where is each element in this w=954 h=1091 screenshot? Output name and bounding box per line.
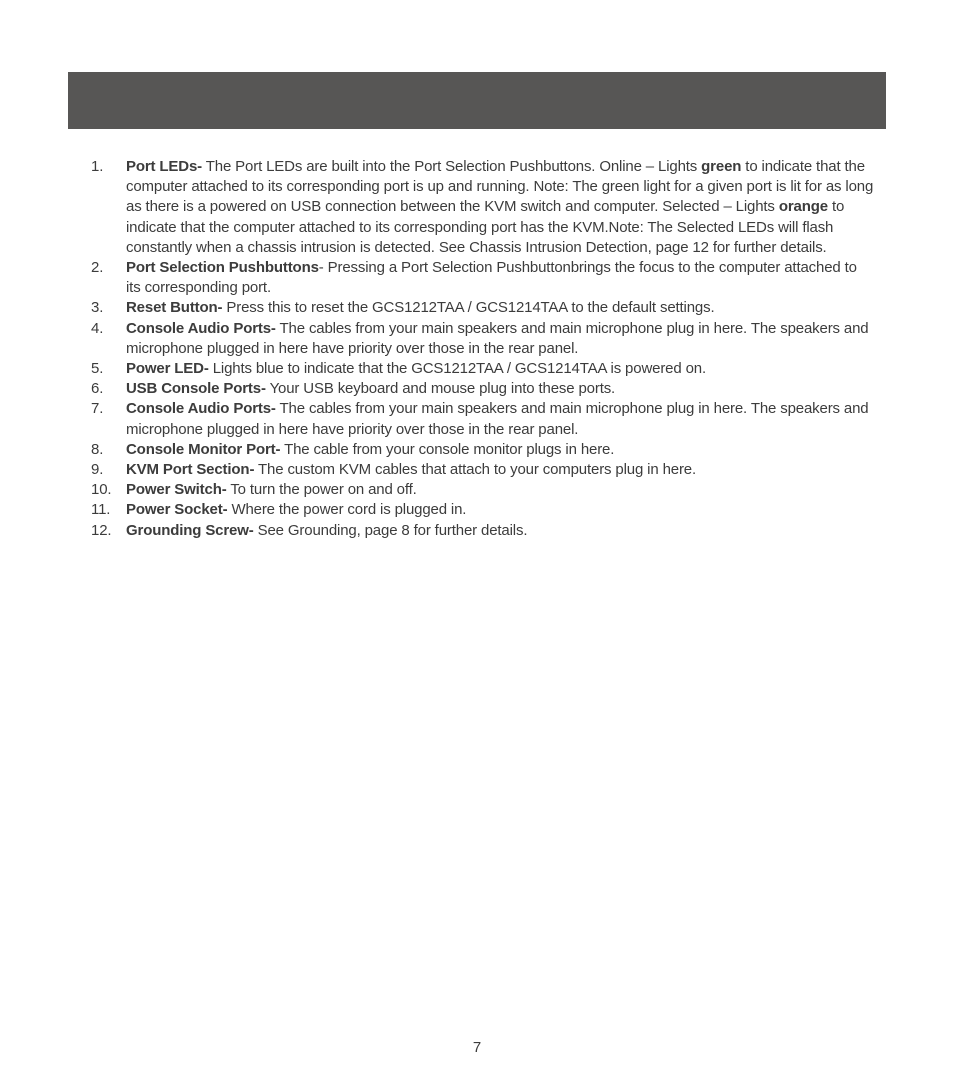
- item-text: See Grounding, page 8 for further details.: [253, 521, 528, 539]
- item-term: Power Socket-: [126, 501, 228, 519]
- item-text: Press this to reset the GCS1212TAA / GCS1214TAA to the default settings.: [222, 299, 715, 317]
- item-text: to indicate that the computer attached to its corresponding port has the KVM.Note: The Selected LEDs will flash constantly when a chassis intrusion is detected. See Chassis Intrusion Detection, page 12 for further details.: [126, 198, 845, 256]
- list-item-kvm-port-section: [0, 460, 954, 480]
- list-item-console-monitor-port: [0, 440, 954, 460]
- item-text: Your USB keyboard and mouse plug into these ports.: [265, 380, 616, 398]
- list-item-port-leds: [0, 157, 954, 258]
- item-number: 5.: [91, 360, 104, 378]
- list-item-power-led: [0, 359, 954, 379]
- item-term: Console Monitor Port-: [126, 440, 281, 458]
- item-text: The cables from your main speakers and main microphone plug in here. The speakers and microphone plugged in here have priority over those in the rear panel.: [126, 400, 869, 438]
- highlight-orange: orange: [778, 198, 828, 216]
- item-number: 3.: [91, 299, 104, 317]
- item-term: Grounding Screw-: [126, 521, 254, 539]
- page-number: 7: [472, 1039, 482, 1056]
- item-number: 6.: [91, 380, 104, 398]
- item-number: 12.: [91, 521, 112, 539]
- list-item-console-audio-ports: [0, 319, 954, 359]
- item-text: The custom KVM cables that attach to your computers plug in here.: [254, 461, 697, 479]
- item-number: 11.: [91, 501, 111, 519]
- item-text: - Pressing a Port Selection Pushbuttonbrings the focus to the computer attached to its corresponding port.: [126, 259, 857, 297]
- item-number: 2.: [91, 259, 104, 277]
- highlight-green: green: [701, 158, 742, 175]
- item-term: Power LED-: [126, 360, 209, 378]
- header-bar: [68, 72, 886, 129]
- item-text: The Port LEDs are built into the Port Selection Pushbuttons. Online – Lights: [202, 158, 702, 175]
- list-item-reset-button: [0, 298, 954, 318]
- item-number: 7.: [91, 400, 104, 418]
- item-text: The cable from your console monitor plugs in here.: [280, 440, 615, 458]
- item-term: Console Audio Ports-: [126, 319, 276, 337]
- item-number: 1.: [91, 158, 104, 175]
- item-number: 9.: [91, 461, 104, 479]
- item-text: to indicate that the computer attached to its corresponding port is up and running. Note: The green light for a given port is lit for as long as there is a powered on USB connection between the KVM switch and computer. Selected – Lights: [126, 158, 874, 216]
- item-number: 8.: [91, 440, 104, 458]
- numbered-list: [0, 157, 954, 541]
- item-term: Power Switch-: [126, 481, 227, 499]
- item-term: USB Console Ports-: [126, 380, 266, 398]
- item-number: 10.: [91, 481, 112, 499]
- item-term: Port LEDs-: [126, 158, 203, 175]
- list-item-port-selection-pushbuttons: [0, 258, 954, 298]
- item-term: Console Audio Ports-: [126, 400, 276, 418]
- list-item-power-socket: [0, 500, 954, 520]
- item-term: Reset Button-: [126, 299, 223, 317]
- item-text: To turn the power on and off.: [226, 481, 417, 499]
- list-item-usb-console-ports: [0, 379, 954, 399]
- item-text: The cables from your main speakers and main microphone plug in here. The speakers and microphone plugged in here have priority over those in the rear panel.: [126, 319, 869, 357]
- list-item-power-switch: [0, 480, 954, 500]
- list-item-grounding-screw: [0, 521, 954, 541]
- item-term: Port Selection Pushbuttons: [126, 259, 319, 277]
- item-term: KVM Port Section-: [126, 461, 255, 479]
- item-text: Lights blue to indicate that the GCS1212TAA / GCS1214TAA is powered on.: [208, 360, 706, 378]
- list-item-console-audio-ports-2: [0, 399, 954, 439]
- item-number: 4.: [91, 319, 104, 337]
- item-text: Where the power cord is plugged in.: [227, 501, 467, 519]
